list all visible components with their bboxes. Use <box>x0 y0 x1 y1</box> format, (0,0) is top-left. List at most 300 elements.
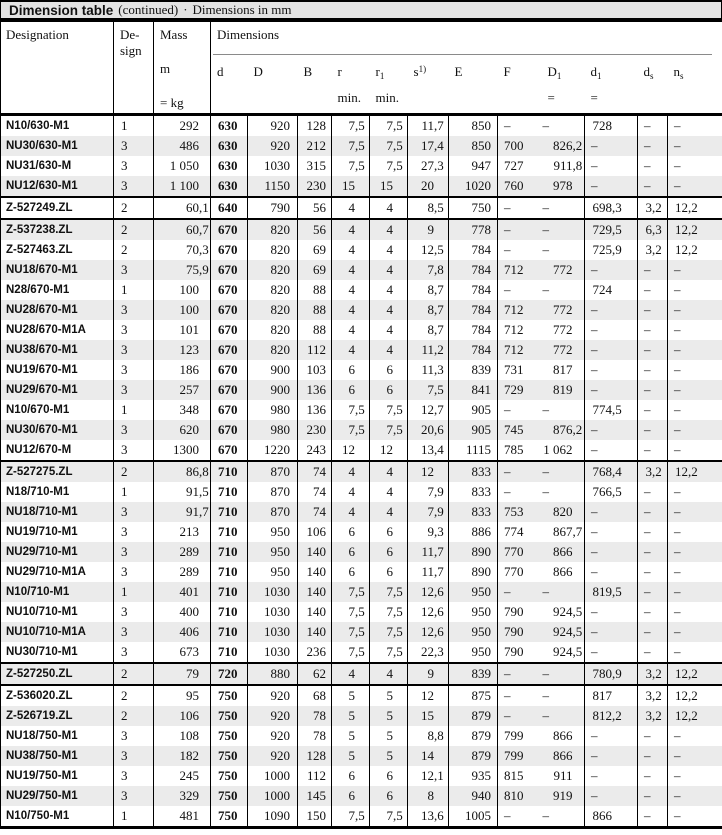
cell-ns: – <box>668 300 722 320</box>
cell-d1: – <box>585 320 638 340</box>
cell-d: 750 <box>211 806 248 828</box>
table-row <box>1 502 722 522</box>
table-row <box>1 726 722 746</box>
cell-ns: – <box>668 440 722 461</box>
cell-designation: NU30/710-M1 <box>1 642 114 663</box>
cell-E: 833 <box>449 482 498 502</box>
cell-E: 875 <box>449 685 498 706</box>
cell-F: 799 <box>498 746 542 766</box>
cell-d1: 768,4 <box>585 461 638 482</box>
cell-r1: 7,5 <box>370 156 408 176</box>
cell-s: 9 <box>408 663 449 685</box>
cell-r1: 12 <box>370 440 408 461</box>
cell-D: 1150 <box>248 176 298 197</box>
cell-r: 7,5 <box>332 582 370 602</box>
cell-d: 670 <box>211 300 248 320</box>
table-row <box>1 562 722 582</box>
cell-D1: 924,5 <box>542 622 585 642</box>
cell-d1: 725,9 <box>585 240 638 260</box>
cell-d1: 766,5 <box>585 482 638 502</box>
cell-ns: – <box>668 622 722 642</box>
cell-design: 2 <box>114 685 154 706</box>
cell-design: 2 <box>114 706 154 726</box>
table-row <box>1 197 722 219</box>
cell-d: 630 <box>211 176 248 197</box>
table-row <box>1 440 722 461</box>
cell-r1: 4 <box>370 482 408 502</box>
table-row <box>1 482 722 502</box>
cell-mass: 1 100 <box>154 176 211 197</box>
cell-D: 820 <box>248 320 298 340</box>
cell-E: 890 <box>449 542 498 562</box>
cell-F: 745 <box>498 420 542 440</box>
cell-E: 879 <box>449 746 498 766</box>
cell-B: 140 <box>298 542 332 562</box>
cell-B: 145 <box>298 786 332 806</box>
dim-col-label: $d_1$ <box>585 55 638 87</box>
cell-E: 784 <box>449 320 498 340</box>
cell-D1: – <box>542 482 585 502</box>
cell-F: 753 <box>498 502 542 522</box>
cell-E: 950 <box>449 642 498 663</box>
cell-mass: 108 <box>154 726 211 746</box>
cell-design: 1 <box>114 806 154 828</box>
cell-d: 670 <box>211 260 248 280</box>
cell-r: 7,5 <box>332 622 370 642</box>
cell-mass: 95 <box>154 685 211 706</box>
cell-design: 1 <box>114 482 154 502</box>
cell-D1: – <box>542 582 585 602</box>
cell-E: 839 <box>449 360 498 380</box>
cell-design: 3 <box>114 360 154 380</box>
dim-col-qualifier <box>248 87 298 115</box>
cell-D: 920 <box>248 115 298 137</box>
cell-d1: 819,5 <box>585 582 638 602</box>
cell-s: 12,6 <box>408 582 449 602</box>
cell-s: 15 <box>408 706 449 726</box>
cell-design: 3 <box>114 300 154 320</box>
cell-ds: – <box>638 602 668 622</box>
cell-ds: 3,2 <box>638 461 668 482</box>
cell-r1: 4 <box>370 663 408 685</box>
cell-mass: 481 <box>154 806 211 828</box>
cell-r: 6 <box>332 522 370 542</box>
cell-D: 820 <box>248 280 298 300</box>
cell-D: 900 <box>248 380 298 400</box>
cell-designation: N10/630-M1 <box>1 115 114 137</box>
cell-s: 12,5 <box>408 240 449 260</box>
cell-ds: – <box>638 622 668 642</box>
dim-col-qualifier <box>498 87 542 115</box>
cell-B: 56 <box>298 197 332 219</box>
cell-D1: 1 062 <box>542 440 585 461</box>
cell-D1: 820 <box>542 502 585 522</box>
cell-r1: 6 <box>370 360 408 380</box>
cell-D: 920 <box>248 136 298 156</box>
cell-d1: – <box>585 440 638 461</box>
cell-D1: 772 <box>542 260 585 280</box>
cell-mass: 79 <box>154 663 211 685</box>
cell-D1: 817 <box>542 360 585 380</box>
cell-D: 900 <box>248 360 298 380</box>
cell-ds: – <box>638 766 668 786</box>
cell-design: 3 <box>114 642 154 663</box>
cell-D: 820 <box>248 240 298 260</box>
cell-B: 74 <box>298 482 332 502</box>
cell-E: 850 <box>449 115 498 137</box>
cell-designation: N10/670-M1 <box>1 400 114 420</box>
cell-mass: 101 <box>154 320 211 340</box>
cell-s: 12,6 <box>408 622 449 642</box>
cell-E: 784 <box>449 260 498 280</box>
cell-E: 1115 <box>449 440 498 461</box>
cell-r: 7,5 <box>332 156 370 176</box>
cell-D1: 772 <box>542 340 585 360</box>
cell-r: 4 <box>332 280 370 300</box>
cell-d1: 724 <box>585 280 638 300</box>
dim-col-label: $D_1$ <box>542 55 585 87</box>
cell-r: 4 <box>332 340 370 360</box>
cell-ns: – <box>668 260 722 280</box>
cell-designation: NU18/710-M1 <box>1 502 114 522</box>
cell-D1: 911,8 <box>542 156 585 176</box>
cell-D: 1220 <box>248 440 298 461</box>
cell-B: 140 <box>298 622 332 642</box>
cell-F: 774 <box>498 522 542 542</box>
cell-mass: 329 <box>154 786 211 806</box>
cell-r: 4 <box>332 320 370 340</box>
cell-E: 833 <box>449 461 498 482</box>
cell-D1: 911 <box>542 766 585 786</box>
cell-mass: 186 <box>154 360 211 380</box>
cell-mass: 182 <box>154 746 211 766</box>
cell-B: 88 <box>298 280 332 300</box>
cell-D: 1000 <box>248 786 298 806</box>
cell-d: 720 <box>211 663 248 685</box>
cell-design: 3 <box>114 260 154 280</box>
dim-col-label: $d_s$ <box>638 55 668 87</box>
cell-ds: 3,2 <box>638 240 668 260</box>
table-row <box>1 260 722 280</box>
cell-F: – <box>498 706 542 726</box>
table-row <box>1 240 722 260</box>
cell-E: 935 <box>449 766 498 786</box>
cell-F: 770 <box>498 562 542 582</box>
cell-d: 750 <box>211 766 248 786</box>
cell-r1: 4 <box>370 300 408 320</box>
cell-designation: Z-527463.ZL <box>1 240 114 260</box>
cell-ns: 12,2 <box>668 663 722 685</box>
cell-d: 710 <box>211 582 248 602</box>
cell-F: – <box>498 280 542 300</box>
cell-ds: – <box>638 420 668 440</box>
cell-r: 6 <box>332 786 370 806</box>
cell-D: 880 <box>248 663 298 685</box>
cell-designation: Z-527250.ZL <box>1 663 114 685</box>
cell-design: 3 <box>114 786 154 806</box>
cell-ns: – <box>668 380 722 400</box>
cell-d: 710 <box>211 642 248 663</box>
cell-B: 106 <box>298 522 332 542</box>
cell-d: 670 <box>211 380 248 400</box>
cell-ds: – <box>638 156 668 176</box>
cell-d: 670 <box>211 240 248 260</box>
cell-D1: – <box>542 685 585 706</box>
table-row <box>1 582 722 602</box>
cell-mass: 400 <box>154 602 211 622</box>
cell-r: 4 <box>332 482 370 502</box>
cell-F: – <box>498 240 542 260</box>
cell-d1: 774,5 <box>585 400 638 420</box>
cell-E: 833 <box>449 502 498 522</box>
cell-ds: – <box>638 806 668 828</box>
mass-label: Mass <box>160 27 188 42</box>
cell-r: 4 <box>332 197 370 219</box>
cell-d: 750 <box>211 706 248 726</box>
cell-mass: 401 <box>154 582 211 602</box>
cell-F: – <box>498 197 542 219</box>
cell-B: 103 <box>298 360 332 380</box>
cell-design: 3 <box>114 726 154 746</box>
cell-d1: – <box>585 522 638 542</box>
cell-E: 879 <box>449 726 498 746</box>
dim-col-qualifier <box>668 87 722 115</box>
cell-designation: NU30/670-M1 <box>1 420 114 440</box>
cell-d: 710 <box>211 622 248 642</box>
cell-mass: 60,7 <box>154 219 211 240</box>
cell-r: 5 <box>332 685 370 706</box>
cell-d: 670 <box>211 280 248 300</box>
cell-E: 950 <box>449 582 498 602</box>
cell-ns: – <box>668 562 722 582</box>
cell-d: 670 <box>211 360 248 380</box>
cell-design: 3 <box>114 380 154 400</box>
cell-B: 78 <box>298 726 332 746</box>
cell-design: 3 <box>114 522 154 542</box>
cell-r: 4 <box>332 300 370 320</box>
cell-B: 128 <box>298 115 332 137</box>
cell-design: 2 <box>114 663 154 685</box>
cell-r1: 5 <box>370 706 408 726</box>
cell-designation: NU12/630-M1 <box>1 176 114 197</box>
cell-D: 820 <box>248 300 298 320</box>
cell-r: 7,5 <box>332 420 370 440</box>
cell-designation: NU38/750-M1 <box>1 746 114 766</box>
cell-d1: – <box>585 420 638 440</box>
cell-E: 950 <box>449 622 498 642</box>
cell-ds: – <box>638 280 668 300</box>
cell-d1: – <box>585 766 638 786</box>
cell-F: 810 <box>498 786 542 806</box>
table-row <box>1 340 722 360</box>
cell-ns: 12,2 <box>668 706 722 726</box>
cell-D1: – <box>542 706 585 726</box>
cell-ns: – <box>668 420 722 440</box>
table-row <box>1 706 722 726</box>
dim-col-qualifier: = <box>585 87 638 115</box>
cell-D1: – <box>542 461 585 482</box>
cell-B: 128 <box>298 746 332 766</box>
cell-r1: 6 <box>370 786 408 806</box>
cell-mass: 289 <box>154 562 211 582</box>
table-row <box>1 280 722 300</box>
cell-d: 710 <box>211 461 248 482</box>
cell-r1: 5 <box>370 746 408 766</box>
cell-r1: 6 <box>370 522 408 542</box>
cell-D: 820 <box>248 219 298 240</box>
cell-s: 8 <box>408 786 449 806</box>
cell-ns: – <box>668 502 722 522</box>
cell-designation: NU10/710-M1A <box>1 622 114 642</box>
cell-F: 790 <box>498 602 542 622</box>
table-row <box>1 115 722 137</box>
cell-r1: 4 <box>370 240 408 260</box>
cell-D1: – <box>542 806 585 828</box>
cell-r: 5 <box>332 746 370 766</box>
cell-s: 7,8 <box>408 260 449 280</box>
cell-B: 230 <box>298 176 332 197</box>
cell-D: 1030 <box>248 622 298 642</box>
dimensions-label: Dimensions <box>217 27 280 42</box>
dim-col-label: d <box>211 55 248 87</box>
dim-col-label: $n_s$ <box>668 55 722 87</box>
dim-col-qualifier <box>638 87 668 115</box>
table-row <box>1 766 722 786</box>
cell-ds: – <box>638 400 668 420</box>
dimension-table <box>0 22 722 829</box>
cell-s: 8,7 <box>408 320 449 340</box>
cell-F: 727 <box>498 156 542 176</box>
cell-d1: – <box>585 746 638 766</box>
cell-d1: – <box>585 786 638 806</box>
cell-d: 710 <box>211 482 248 502</box>
cell-D: 980 <box>248 420 298 440</box>
cell-design: 2 <box>114 240 154 260</box>
cell-d1: 728 <box>585 115 638 137</box>
cell-designation: NU30/630-M1 <box>1 136 114 156</box>
cell-ns: – <box>668 806 722 828</box>
cell-r: 6 <box>332 542 370 562</box>
cell-F: – <box>498 685 542 706</box>
cell-s: 11,2 <box>408 340 449 360</box>
cell-D1: 866 <box>542 746 585 766</box>
table-row <box>1 806 722 828</box>
cell-s: 11,7 <box>408 115 449 137</box>
table-row <box>1 176 722 197</box>
cell-E: 850 <box>449 136 498 156</box>
dim-col-label: $r_1$ <box>370 55 408 87</box>
cell-D: 1030 <box>248 602 298 622</box>
cell-d1: – <box>585 542 638 562</box>
cell-mass: 406 <box>154 622 211 642</box>
cell-ds: – <box>638 440 668 461</box>
cell-F: 729 <box>498 380 542 400</box>
cell-F: – <box>498 115 542 137</box>
dim-col-label: F <box>498 55 542 87</box>
cell-s: 9 <box>408 219 449 240</box>
cell-designation: NU28/670-M1 <box>1 300 114 320</box>
table-row <box>1 219 722 240</box>
cell-F: 815 <box>498 766 542 786</box>
cell-ds: – <box>638 176 668 197</box>
cell-r: 4 <box>332 260 370 280</box>
col-header-designation: Designation <box>1 22 114 115</box>
cell-F: – <box>498 219 542 240</box>
cell-design: 1 <box>114 400 154 420</box>
cell-F: – <box>498 482 542 502</box>
col-header-dimensions <box>211 22 722 55</box>
dim-col-qualifier <box>211 87 248 115</box>
cell-ds: – <box>638 786 668 806</box>
cell-d: 670 <box>211 340 248 360</box>
cell-ds: – <box>638 642 668 663</box>
design-label-line2: sign <box>120 43 142 58</box>
cell-r: 7,5 <box>332 642 370 663</box>
cell-design: 2 <box>114 461 154 482</box>
cell-r: 15 <box>332 176 370 197</box>
cell-ns: – <box>668 642 722 663</box>
cell-r1: 4 <box>370 340 408 360</box>
cell-ns: – <box>668 340 722 360</box>
cell-r: 5 <box>332 706 370 726</box>
table-row <box>1 320 722 340</box>
cell-mass: 75,9 <box>154 260 211 280</box>
table-row <box>1 300 722 320</box>
cell-designation: Z-527249.ZL <box>1 197 114 219</box>
cell-F: 712 <box>498 300 542 320</box>
cell-D: 790 <box>248 197 298 219</box>
cell-designation: NU29/710-M1A <box>1 562 114 582</box>
cell-B: 230 <box>298 420 332 440</box>
cell-B: 68 <box>298 685 332 706</box>
cell-r1: 6 <box>370 380 408 400</box>
cell-d1: – <box>585 602 638 622</box>
cell-s: 11,7 <box>408 542 449 562</box>
cell-F: 790 <box>498 642 542 663</box>
cell-d1: – <box>585 260 638 280</box>
cell-D: 950 <box>248 542 298 562</box>
cell-F: 785 <box>498 440 542 461</box>
cell-D1: 772 <box>542 320 585 340</box>
cell-F: 712 <box>498 260 542 280</box>
cell-r1: 7,5 <box>370 806 408 828</box>
cell-B: 136 <box>298 400 332 420</box>
cell-D1: 978 <box>542 176 585 197</box>
cell-r: 4 <box>332 663 370 685</box>
cell-B: 69 <box>298 240 332 260</box>
cell-F: 790 <box>498 622 542 642</box>
design-label-line1: De- <box>120 27 140 42</box>
cell-E: 784 <box>449 300 498 320</box>
table-row <box>1 786 722 806</box>
dim-col-label: E <box>449 55 498 87</box>
cell-d1: 817 <box>585 685 638 706</box>
cell-E: 890 <box>449 562 498 582</box>
cell-d: 670 <box>211 440 248 461</box>
cell-d: 630 <box>211 136 248 156</box>
table-row <box>1 663 722 685</box>
cell-designation: Z-527275.ZL <box>1 461 114 482</box>
cell-design: 1 <box>114 280 154 300</box>
cell-B: 140 <box>298 562 332 582</box>
cell-D: 920 <box>248 685 298 706</box>
cell-r: 7,5 <box>332 400 370 420</box>
table-row <box>1 360 722 380</box>
cell-r1: 5 <box>370 726 408 746</box>
cell-r1: 5 <box>370 685 408 706</box>
cell-ns: – <box>668 136 722 156</box>
cell-d: 710 <box>211 522 248 542</box>
